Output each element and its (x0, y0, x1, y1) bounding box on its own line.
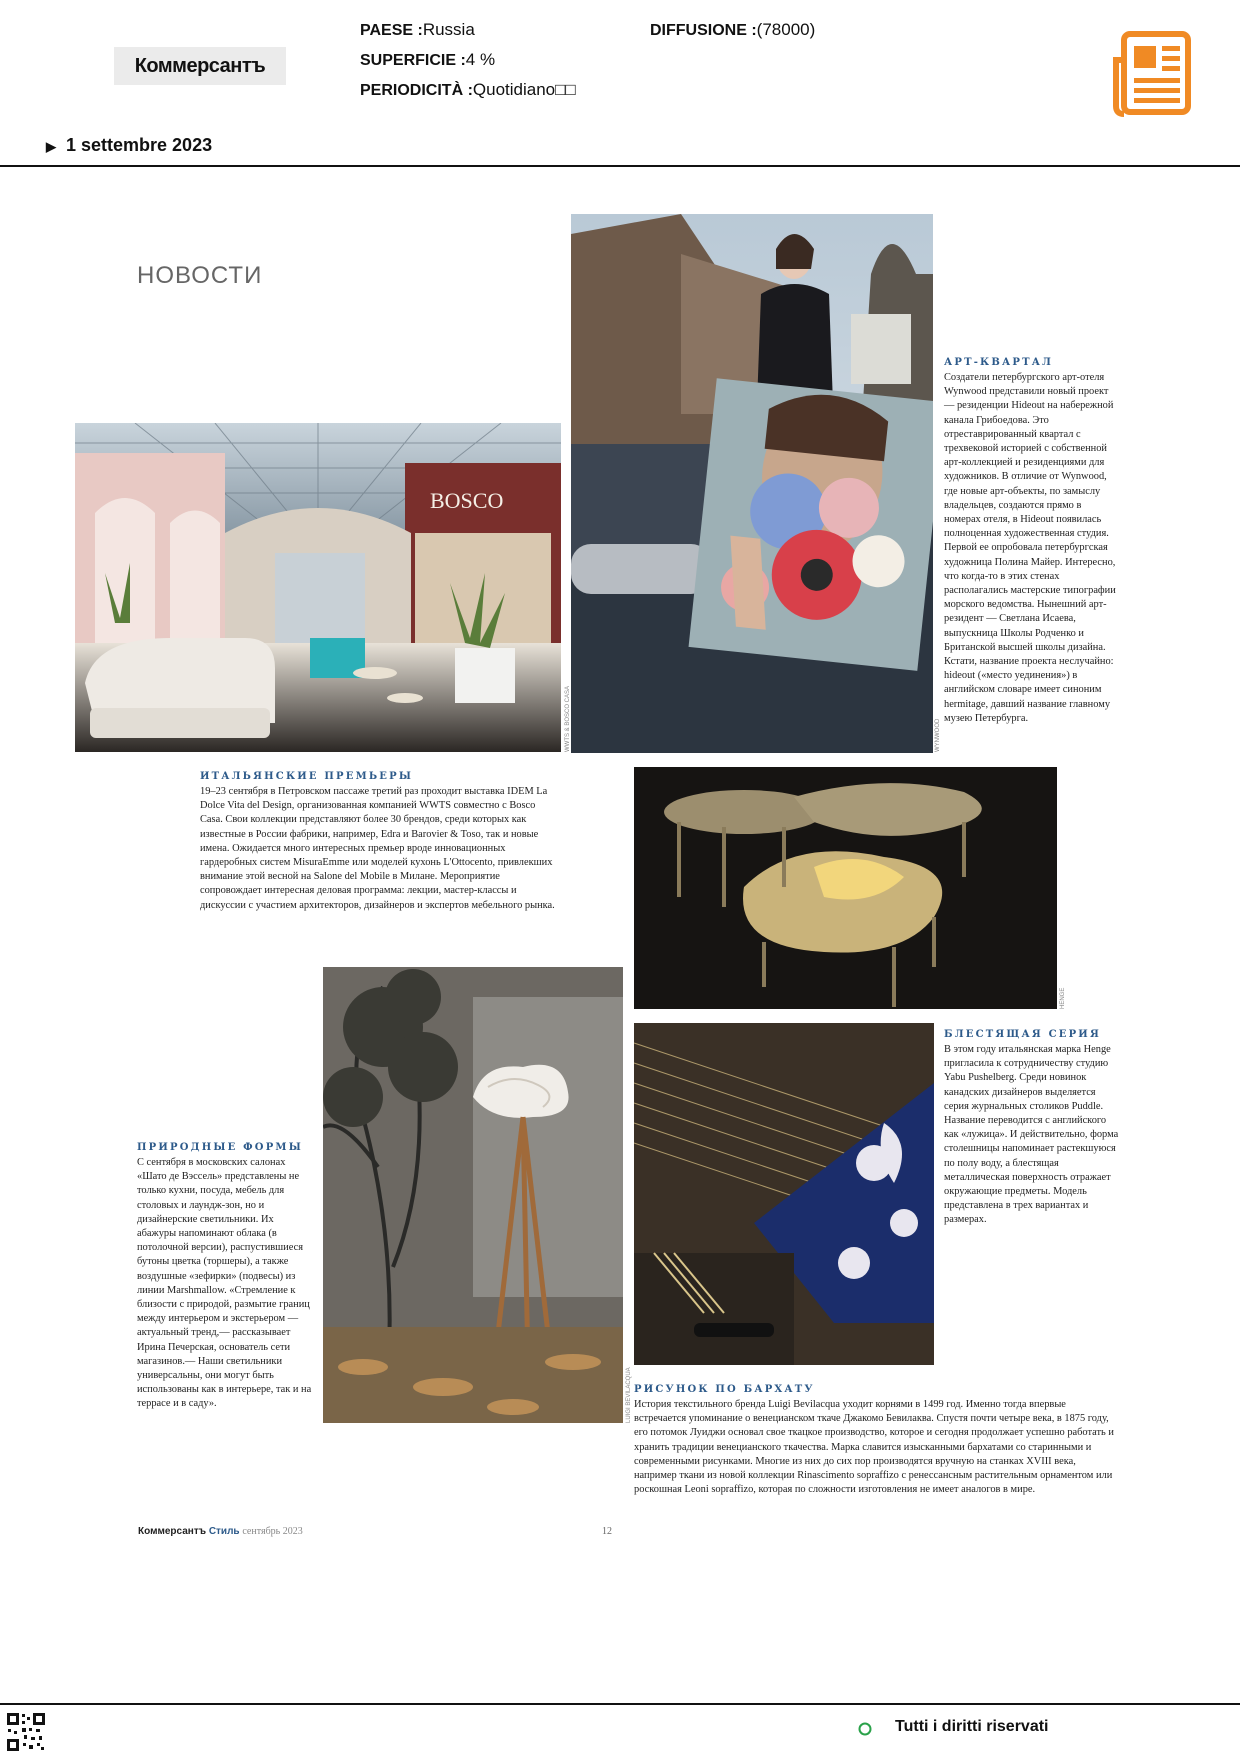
footer-divider (0, 1703, 1240, 1705)
header-divider (0, 165, 1240, 167)
svg-text:BOSCO: BOSCO (430, 488, 504, 513)
paese-label: PAESE : (360, 22, 423, 39)
article-text: В этом году итальянская марка Henge пригласила к сотрудничеству студию Yabu Pushelberg. Среди новинок канадских дизайнеров выделяется серия журнальных столиков Puddle. Название переводится с английского как «лужица». И действительно, форма столешницы напоминает растекшуюся по полу воду, а блестящая металлическая поверхность отражает окружающие предметы. Модель представлена в трех вариантах и размерах. (944, 1044, 1119, 1226)
qr-code-icon (6, 1712, 46, 1752)
article-text: Создатели петербургского арт-отеля Wynwood представили новый проект — резиденции Hideout на набережной канала Грибоедова. Это отреставрированный квартал с трехвековой историей с собственной арт-коллекцией и резиденциями для художников. В отличие от Wynwood, где новые арт-объекты, по замыслу владельцев, создаются прямо в номерах отеля, в Hideout появилась полноценная художественная студия. Первой ее опробовала петербургская художница Полина Майер. Интересно, что когда-то в этих стенах располагались мастерские типографии морского ведомства. Нынешний арт-резидент — Светлана Исаева, выпускница Школы Родченко и Британской высшей школы дизайна. Кстати, название проекта неслучайно: hideout («место уединения») в английском словаре имеет синоним hermitage, давший название главному музею Петербурга. (944, 372, 1116, 724)
triangle-icon: ▶ (46, 139, 56, 154)
publication-date (46, 135, 212, 156)
paese-value: Russia (422, 20, 475, 39)
magazine-footer (138, 1526, 303, 1537)
footer-section: Стиль (208, 1526, 240, 1537)
page-number: 12 (602, 1526, 612, 1537)
superficie-label: SUPERFICIE : (360, 52, 466, 69)
article-title: ПРИРОДНЫЕ ФОРМЫ (137, 1142, 303, 1153)
superficie-value: 4 % (465, 50, 496, 69)
article-text: История текстильного бренда Luigi Bevilacqua уходит корнями в 1499 год. Именно тогда впервые встречается упоминание о венецианском ткаче Джакомо Бевилаква. Спустя почти четыре века, в 1875 году, его потомок Луиджи основал свое ткацкое производство, которое и сегодня продолжает успешно работать и хранить традиции венецианского ткачества. Марка славится изысканными бархатами со старинными и современными рисунками. Многие из них до сих пор производятся вручную на станках XVIII века, например ткани из новой коллекции Rinascimento sopraffizo с ренессансным растительным орнаментом или роскошная Leoni sopraffizo, которая по сложности изготовления не имеет аналогов в мире. (634, 1399, 1114, 1496)
meta-paese (360, 20, 475, 40)
newspaper-icon (1110, 30, 1196, 118)
article-title: ИТАЛЬЯНСКИЕ ПРЕМЬЕРЫ (200, 771, 414, 782)
circle-icon (858, 1722, 872, 1736)
meta-periodicita (360, 80, 576, 100)
photo-credit: WYNWOOD (935, 718, 941, 752)
diffusione-value: (78000) (756, 20, 816, 39)
periodicita-value: Quotidiano□□ (472, 80, 576, 99)
article-title: БЛЕСТЯЩАЯ СЕРИЯ (944, 1029, 1101, 1040)
photo-mall-interior (75, 423, 561, 752)
footer-brand: Коммерсантъ (138, 1526, 207, 1537)
periodicita-label: PERIODICITÀ : (360, 82, 473, 99)
rights-notice: Tutti i diritti riservati (895, 1718, 1049, 1735)
meta-diffusione (650, 20, 815, 40)
diffusione-label: DIFFUSIONE : (650, 22, 757, 39)
photo-velvet-loom (634, 1023, 934, 1365)
photo-art-quarter (571, 214, 933, 753)
page-heading: НОВОСТИ (137, 262, 263, 289)
photo-credit: HENGE (1060, 987, 1066, 1009)
photo-floor-lamp (323, 967, 623, 1423)
photo-credit: WWTS & BOSCO CASA (565, 685, 571, 752)
footer-month: сентябрь 2023 (242, 1526, 303, 1537)
meta-superficie (360, 50, 495, 70)
article-title: РИСУНОК ПО БАРХАТУ (634, 1384, 815, 1395)
article-title: АРТ-КВАРТАЛ (944, 357, 1054, 368)
article-text: С сентября в московских салонах «Шато де Вэссель» представлены не только кухни, посуда, мебель для столовых и лаундж-зон, но и дизайнерские светильники. Их абажуры напоминают облака (в потолочной версии), распустившиеся бутоны цветка (торшеры), а также воздушные «зефирки» (подвесы) из линии Marshmallow. «Стремление к близости с природой, размытие границ между интерьером и экстерьером — актуальный тренд,— рассказывает Ирина Печерская, основатель сети магазинов.— Наши светильники универсальны, они могут быть использованы как в интерьере, так и на террасе и в саду». (137, 1157, 312, 1410)
article-text: 19–23 сентября в Петровском пассаже третий раз проходит выставка IDEM La Dolce Vita del Design, организованная компанией WWTS совместно с Bosco Casa. Свои коллекции представляют более 30 брендов, среди которых как известные в России фабрики, например, Edra и Barovier & Toso, так и новые имена. Ожидается много интересных премьер вроде инновационных гардеробных систем MisuraEmme или моделей кухонь L'Ottocento, привлекших внимание этой весной на Salone del Mobile в Милане. Мероприятие сопровождает интересная деловая программа: лекции, мастер-классы и дискуссии с участием архитекторов, дизайнеров и экспертов мебельного рынка. (200, 786, 555, 911)
photo-puddle-table (634, 767, 1057, 1009)
photo-credit: LUIGI BEVILACQUA (626, 1367, 632, 1423)
publication-logo: Коммерсантъ (114, 47, 286, 85)
date-text: 1 settembre 2023 (66, 135, 213, 155)
